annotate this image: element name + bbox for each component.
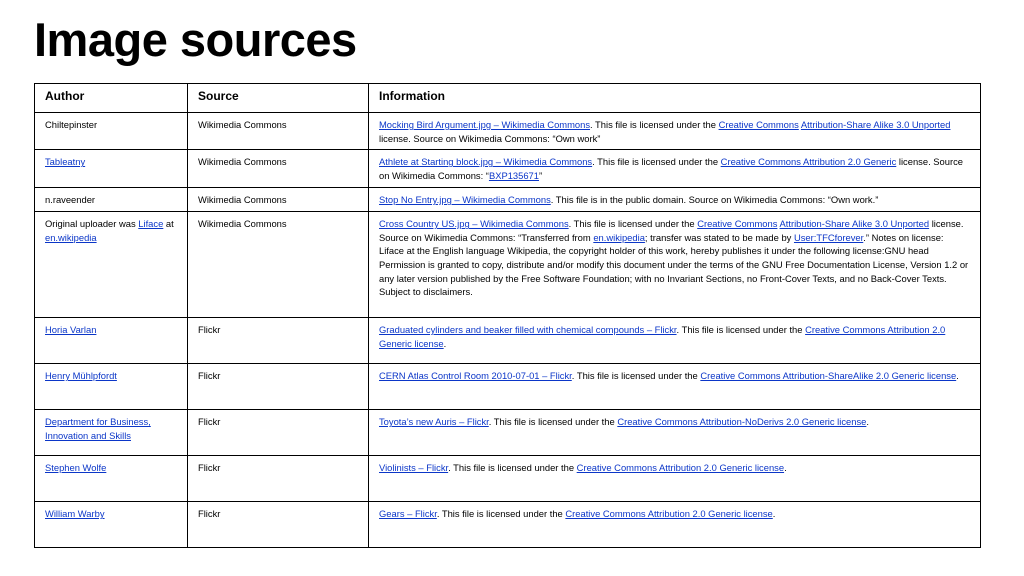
author-cell [35,113,188,150]
source-cell: Flickr [188,502,369,548]
source-link[interactable]: en.wikipedia [593,231,645,243]
source-link[interactable]: Creative Commons [697,218,778,230]
source-cell: Flickr [188,364,369,410]
source-link[interactable]: en.wikipedia [45,231,97,243]
source-cell: Wikimedia Commons [188,212,369,318]
source-link[interactable]: Henry Mühlpfordt [45,370,117,382]
table-row [35,113,981,150]
author-cell [35,410,188,456]
cell-text: license. Source on Wikimedia Commons: “Transferred from [379,218,964,243]
source-link[interactable]: Horia Varlan [45,324,97,336]
cell-text: at [163,218,174,230]
author-column-header: Author [35,84,188,113]
cell-text: license. Source on Wikimedia Commons: “Own work” [379,132,601,144]
table-row [35,364,981,410]
cell-text: . [772,508,776,520]
cell-text: . This file is licensed under the [568,218,698,230]
source-cell: Wikimedia Commons [188,113,369,150]
table-row [35,150,981,188]
source-link[interactable]: User:TFCforever [793,231,864,243]
source-link[interactable]: Department for Business, Innovation and Skills [45,416,151,441]
source-link[interactable]: Stop No Entry.jpg – Wikimedia Commons [379,194,551,206]
information-cell [369,318,981,364]
information-cell [369,364,981,410]
author-cell [35,318,188,364]
cell-text: Subject to disclaimers. [379,286,473,298]
cell-text: . This file is licensed under the [488,416,618,428]
source-cell: Flickr [188,456,369,502]
source-cell: Flickr [188,318,369,364]
information-cell [369,113,981,150]
cell-text: . This file is in the public domain. Source on Wikimedia Commons: “Own work.” [550,194,879,206]
cell-text: license. Source on Wikimedia Commons: “ [379,156,963,181]
source-link[interactable]: BXP135671 [488,169,539,181]
source-link[interactable]: Creative Commons Attribution 2.0 Generic license [565,508,773,520]
information-column-header: Information [369,84,981,113]
source-link[interactable]: Mocking Bird Argument.jpg – Wikimedia Commons [379,119,591,130]
source-link[interactable]: Creative Commons Attribution 2.0 Generic license [379,324,946,349]
cell-text: . [866,416,869,428]
source-link[interactable]: Gears – Flickr [379,508,437,520]
cell-text: Original uploader was [45,218,139,230]
cell-text: . This file is licensed under the [436,508,566,520]
author-cell [35,188,188,212]
table-row [35,502,981,548]
cell-text: .” Notes on license: Liface at the English language Wikipedia, the copyright holder of this work, hereby publishes it under the following license:GNU head Permission is granted to copy, distribute and/or modify this document under the terms of the GNU Free Documentation License, Version 1.2 or any later version published by the Free Software Foundation; with no Invariant Sections, no Front-Cover Texts, and no Back-Cover Texts. [379,231,969,284]
source-link[interactable]: Attribution-Share Alike 3.0 Unported [779,218,930,230]
information-cell [369,212,981,318]
source-link[interactable]: Athlete at Starting block.jpg – Wikimedia Commons [379,156,593,168]
source-link[interactable]: Creative Commons [718,119,799,130]
source-link[interactable]: CERN Atlas Control Room 2010-07-01 – Flickr [379,370,572,382]
table-body [35,113,981,548]
cell-text: Chiltepinster [45,119,98,130]
cell-text: . [784,462,787,474]
information-cell [369,502,981,548]
table-row [35,318,981,364]
table-header-row [35,84,981,113]
source-cell: Wikimedia Commons [188,150,369,188]
source-link[interactable]: Violinists – Flickr [379,462,449,474]
cell-text: . [443,337,447,349]
cell-text: . This file is licensed under the [590,119,719,130]
table-row [35,212,981,318]
table-row [35,410,981,456]
author-cell [35,150,188,188]
source-link[interactable]: Toyota’s new Auris – Flickr [379,416,489,428]
cell-text: n.raveender [45,194,96,206]
information-cell [369,410,981,456]
source-link[interactable]: Creative Commons Attribution-ShareAlike 2.0 Generic license [700,370,957,382]
source-cell: Wikimedia Commons [188,188,369,212]
source-cell: Flickr [188,410,369,456]
cell-text: . This file is licensed under the [676,324,806,336]
source-link[interactable]: Graduated cylinders and beaker filled with chemical compounds – Flickr [379,324,677,336]
author-cell [35,212,188,318]
author-cell [35,456,188,502]
source-link[interactable]: Tableatny [45,156,86,168]
author-cell [35,364,188,410]
source-column-header: Source [188,84,369,113]
information-cell [369,188,981,212]
source-link[interactable]: Cross Country US.jpg – Wikimedia Commons [379,218,569,230]
author-cell [35,502,188,548]
source-link[interactable]: Creative Commons Attribution-NoDerivs 2.0 Generic license [617,416,867,428]
image-sources-table [34,83,981,548]
cell-text: . [956,370,959,382]
source-link[interactable]: Stephen Wolfe [45,462,107,474]
cell-text: ” [538,169,543,181]
cell-text: . This file is licensed under the [571,370,701,382]
cell-text: ; transfer was stated to be made by [644,231,794,243]
table-row [35,456,981,502]
source-link[interactable]: Liface [138,218,164,230]
source-link[interactable]: Creative Commons Attribution 2.0 Generic license [576,462,785,474]
page-title: Image sources [34,13,357,66]
information-cell [369,150,981,188]
source-link[interactable]: Creative Commons Attribution 2.0 Generic [720,156,897,168]
cell-text: . This file is licensed under the [448,462,577,474]
table-row [35,188,981,212]
cell-text: . This file is licensed under the [592,156,721,168]
source-link[interactable]: William Warby [45,508,105,520]
information-cell [369,456,981,502]
source-link[interactable]: Attribution-Share Alike 3.0 Unported [800,119,951,130]
